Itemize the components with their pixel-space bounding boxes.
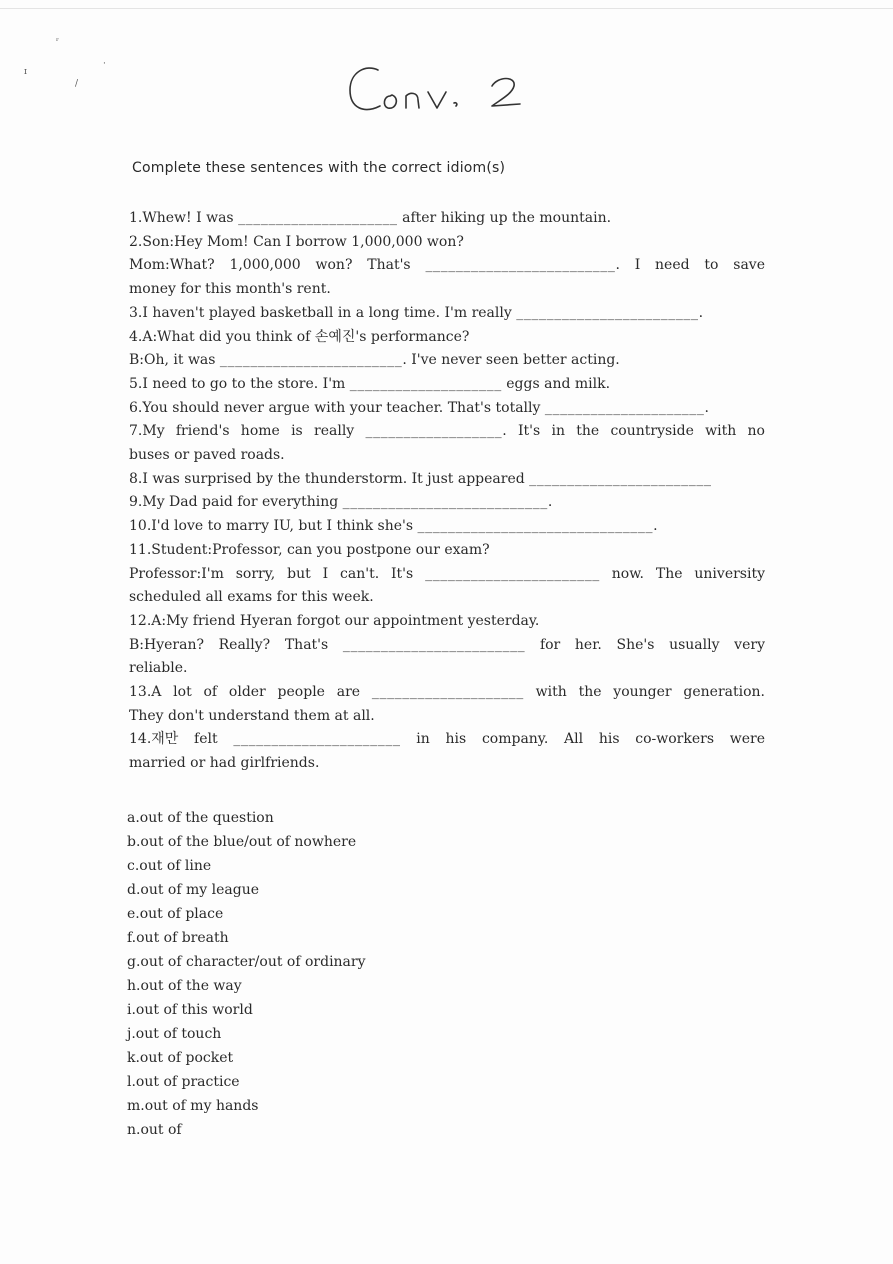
question-1 [129,207,765,231]
q14-line-2: married or had girlfriends. [129,755,320,772]
scan-speck: / [75,79,79,89]
q12-text-end: for her. She's usually very [525,636,765,653]
answer-blank: ________________________ [342,636,526,653]
q2-line-3: money for this month's rent. [129,281,331,298]
scan-speck: ʳ [56,37,60,47]
q3-text-end: . [698,304,704,321]
answer-blank: ____________________ [371,684,524,701]
idiom-option: b.out of the blue/out of nowhere [127,834,357,850]
question-6 [129,397,765,421]
q7-text-start: 7.My friend's home is really [129,423,366,440]
question-4 [129,326,765,373]
q12-line-1: 12.A:My friend Hyeran forgot our appointment yesterday. [129,612,540,629]
idiom-option: f.out of breath [127,930,229,946]
answer-blank: _____________________ [238,210,398,226]
idiom-option: d.out of my league [127,882,260,898]
answer-blank: _______________________________ [417,518,654,535]
q7-text-end: . It's in the countryside with no [502,423,765,440]
question-9 [129,491,765,515]
question-8 [129,468,765,492]
q14-text-end: in his company. All his co-workers were [400,731,765,748]
idiom-option: e.out of place [127,906,224,922]
idiom-option: g.out of character/out of ordinary [127,954,366,970]
q11-line-3: scheduled all exams for this week. [129,589,374,606]
q14-text-start: 14.재만 felt [129,731,234,748]
question-7 [129,420,765,467]
answer-blank: ________________________ [529,470,712,487]
q1-text-start: 1.Whew! I was [129,210,239,226]
q10-text-start: 10.I'd love to marry IU, but I think she's [129,518,418,535]
q10-text-end: . [653,518,658,535]
q9-text-end: . [547,494,553,511]
idiom-option: c.out of line [127,858,212,874]
question-2 [129,231,765,302]
q3-text-start: 3.I haven't played basketball in a long time. I'm really [129,304,517,321]
scan-edge-line [0,8,893,9]
question-10 [129,515,765,539]
question-3 [129,302,765,326]
q12-line-3: reliable. [129,660,188,677]
answer-blank: ____________________ [349,375,502,392]
q9-text-start: 9.My Dad paid for everything [129,494,343,511]
answer-blank: ______________________ [233,731,401,748]
q4-text-end: . I've never seen better acting. [402,352,620,369]
q4-line-1: 4.A:What did you think of 손예진's performance? [129,328,470,345]
handwritten-title-drawing [340,58,560,128]
q11-line-1: 11.Student:Professor, can you postpone our exam? [129,541,490,558]
question-list [129,207,765,776]
answer-blank: _______________________ [425,565,600,582]
idiom-option: m.out of my hands [127,1098,259,1114]
question-13 [129,681,765,728]
answer-blank: _________________________ [425,257,616,274]
question-5 [129,373,765,397]
idiom-option: i.out of this world [127,1002,253,1018]
q5-text-end: eggs and milk. [501,375,611,392]
idiom-option: j.out of touch [127,1026,222,1042]
answer-blank: _____________________ [544,399,705,416]
q7-line-2: buses or paved roads. [129,447,285,464]
q8-text-start: 8.I was surprised by the thunderstorm. It just appeared [129,470,530,487]
q13-line-2: They don't understand them at all. [129,707,375,724]
question-12 [129,610,765,681]
scan-speck: · [103,59,106,69]
q13-text-start: 13.A lot of older people are [129,684,372,701]
q12-text-start: B:Hyeran? Really? That's [129,636,343,653]
q4-text-start: B:Oh, it was [129,352,220,369]
idiom-option: a.out of the question [127,810,274,826]
q1-text-end: after hiking up the mountain. [397,210,612,226]
question-14 [129,728,765,775]
idiom-options-list [127,806,366,1142]
answer-blank: ________________________ [219,352,403,369]
q2-text-start: Mom:What? 1,000,000 won? That's [129,257,426,274]
idiom-option: n.out of [127,1122,182,1138]
q13-text-end: with the younger generation. [523,684,765,701]
question-11 [129,539,765,610]
q11-text-end: now. The university [599,565,765,582]
q2-text-end: . I need to save [615,257,765,274]
q11-text-start: Professor:I'm sorry, but I can't. It's [129,565,426,582]
idiom-option: l.out of practice [127,1074,240,1090]
answer-blank: __________________ [365,423,503,440]
idiom-option: k.out of pocket [127,1050,234,1066]
q6-text-end: . [704,399,709,416]
instructions: Complete these sentences with the correct idiom(s) [132,160,506,176]
idiom-option: h.out of the way [127,978,242,994]
q6-text-start: 6.You should never argue with your teacher. That's totally [129,399,545,416]
q2-line-1: 2.Son:Hey Mom! Can I borrow 1,000,000 won? [129,233,464,250]
scan-speck: ɪ [24,67,27,77]
answer-blank: ___________________________ [342,494,548,511]
answer-blank: ________________________ [516,304,699,321]
q5-text-start: 5.I need to go to the store. I'm [129,375,350,392]
handwritten-title [340,58,560,128]
